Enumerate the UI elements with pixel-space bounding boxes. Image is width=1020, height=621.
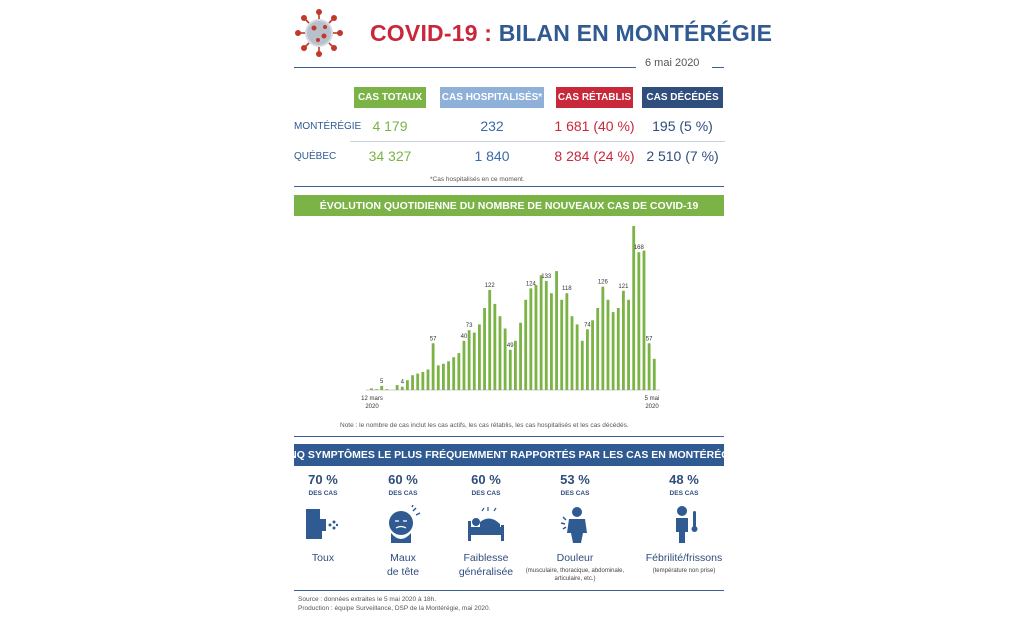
symptom-label: Maux <box>390 552 416 564</box>
chart-bar <box>488 290 491 390</box>
chart-data-label: 4 <box>400 379 404 386</box>
headache-icon <box>383 505 423 545</box>
symptom-label: Toux <box>311 552 335 564</box>
chart-bar <box>653 359 656 390</box>
header-cas-totaux: CAS TOTAUX <box>354 87 426 108</box>
monteregie-cas-hospitalises: 232 <box>480 118 504 134</box>
chart-data-label: 168 <box>633 245 644 252</box>
chart-data-label: 57 <box>429 336 437 343</box>
chart-data-label: 74 <box>584 322 591 329</box>
header-cas-hospitalises: CAS HOSPITALISÉS* <box>440 87 544 108</box>
chart-bar <box>478 324 481 390</box>
chart-bar <box>499 316 502 390</box>
chart-data-label: 122 <box>484 282 495 289</box>
chart-bar <box>581 341 584 390</box>
chart-bar <box>519 323 522 390</box>
chart-bar <box>493 304 496 390</box>
cough-icon <box>300 505 340 545</box>
chart-bar <box>514 341 517 390</box>
symptom-des-cas: DES CAS <box>669 490 699 497</box>
chart-data-label: 124 <box>525 281 536 288</box>
chart-bar <box>617 308 620 390</box>
chart-bar <box>529 288 532 390</box>
symptom-des-cas: DES CAS <box>560 490 590 497</box>
chart-bar <box>416 374 419 390</box>
chart-bottom-rule <box>294 436 724 437</box>
chart-bar <box>555 271 558 390</box>
chart-bar <box>596 308 599 390</box>
monteregie-cas-retablis: 1 681 (40 %) <box>554 118 635 134</box>
chart-data-label: 118 <box>562 286 572 293</box>
symptoms-banner: CINQ SYMPTÔMES LE PLUS FRÉQUEMMENT RAPPORTÉS PAR LES CAS EN MONTÉRÉGIE <box>294 444 724 466</box>
chart-data-label: 57 <box>645 336 653 343</box>
hospitalized-footnote: *Cas hospitalisés en ce moment. <box>430 176 525 183</box>
chart-bar <box>504 329 507 391</box>
title-bilan: BILAN EN MONTÉRÉGIE <box>498 20 773 46</box>
row-separator <box>350 141 725 142</box>
chart-bar <box>560 300 563 390</box>
chart-bar <box>452 357 455 390</box>
symptom-label-line2: généralisée <box>458 566 514 578</box>
symptom-label: Douleur <box>556 552 594 564</box>
chart-bar <box>432 343 435 390</box>
header-rule-right <box>712 67 724 68</box>
chart-banner: ÉVOLUTION QUOTIDIENNE DU NOMBRE DE NOUVEAUX CAS DE COVID-19 <box>294 195 724 216</box>
fever-icon <box>664 505 704 545</box>
header-cas-retablis: CAS RÉTABLIS <box>556 87 633 108</box>
quebec-cas-totaux: 34 327 <box>368 148 412 164</box>
chart-bar <box>401 387 404 390</box>
coronavirus-icon <box>294 8 344 58</box>
x-start-year: 2020 <box>365 404 379 410</box>
symptom-percent: 60 % <box>471 472 501 487</box>
chart-bar <box>535 285 538 390</box>
chart-bar <box>540 275 543 390</box>
x-start-label: 12 mars <box>361 396 383 402</box>
chart-data-label: 133 <box>541 273 552 280</box>
symptom-percent: 60 % <box>388 472 418 487</box>
header-rule <box>294 67 636 68</box>
chart-bar <box>427 370 430 391</box>
chart-bar <box>473 333 476 390</box>
chart-bar <box>406 380 409 390</box>
chart-bar <box>571 316 574 390</box>
chart-bar <box>601 287 604 390</box>
source-line: Source : données extraites le 5 mai 2020 à 18h. <box>298 596 437 603</box>
quebec-cas-retablis: 8 284 (24 %) <box>554 148 635 164</box>
chart-bar <box>586 329 589 390</box>
chart-bar <box>457 353 460 390</box>
row-label-monteregie: MONTÉRÉGIE <box>294 121 362 132</box>
monteregie-cas-totaux: 4 179 <box>372 118 408 134</box>
chart-bar <box>524 300 527 390</box>
symptom-percent: 48 % <box>669 472 699 487</box>
symptom-label: Fébrilité/frissons <box>645 552 723 564</box>
row-label-quebec: QUÉBEC <box>294 151 337 162</box>
quebec-cas-decedes: 2 510 (7 %) <box>646 148 719 164</box>
chart-bar <box>648 343 651 390</box>
chart-bar <box>442 364 445 390</box>
chart-bar <box>622 291 625 390</box>
chart-bar <box>411 375 414 390</box>
chart-bar <box>483 308 486 390</box>
weakness-icon <box>466 505 506 545</box>
symptom-label: Faiblesse <box>463 552 509 564</box>
chart-bar <box>637 252 640 390</box>
chart-bar <box>545 281 548 390</box>
chart-bar <box>612 312 615 390</box>
chart-bar <box>380 386 383 390</box>
title-covid: COVID-19 : <box>370 20 499 46</box>
chart-bar <box>463 341 466 390</box>
chart-bar <box>447 361 450 390</box>
symptom-label-line2: de tête <box>386 566 420 578</box>
header-cas-decedes: CAS DÉCÉDÉS <box>642 87 723 108</box>
chart-bar <box>396 385 399 390</box>
x-end-label: 5 mai <box>644 396 660 402</box>
chart-bar <box>591 320 594 390</box>
chart-bar <box>627 300 630 390</box>
symptom-des-cas: DES CAS <box>308 490 338 497</box>
chart-data-label: 40 <box>460 333 468 340</box>
chart-bar <box>437 365 440 390</box>
quebec-cas-hospitalises: 1 840 <box>474 148 510 164</box>
daily-cases-chart <box>290 218 730 418</box>
chart-data-label: 49 <box>506 342 514 349</box>
chart-bar <box>509 350 512 390</box>
symptom-des-cas: DES CAS <box>388 490 418 497</box>
symptom-percent: 70 % <box>308 472 338 487</box>
chart-bar <box>565 293 568 390</box>
chart-data-label: 121 <box>618 283 629 290</box>
chart-bar <box>607 300 610 390</box>
symptom-des-cas: DES CAS <box>471 490 501 497</box>
chart-bar <box>576 324 579 390</box>
chart-bar <box>421 372 424 390</box>
page-title <box>370 20 772 47</box>
x-end-year: 2020 <box>645 404 659 410</box>
chart-data-label: 126 <box>597 279 608 286</box>
symptom-sublabel: (musculaire, thoracique, abdominale, articulaire, etc.) <box>525 568 625 583</box>
chart-data-label: 5 <box>380 378 384 385</box>
report-date: 6 mai 2020 <box>645 57 700 69</box>
chart-bar <box>643 251 646 390</box>
footer-rule <box>294 590 724 591</box>
monteregie-cas-decedes: 195 (5 %) <box>652 118 713 134</box>
production-line: Production : équipe Surveillance, DSP de la Montérégie, mai 2020. <box>298 605 491 612</box>
pain-icon <box>555 505 595 545</box>
chart-data-label: 73 <box>465 323 473 330</box>
symptom-sublabel: (température non prise) <box>652 568 716 574</box>
chart-bar <box>550 293 553 390</box>
stats-bottom-rule <box>294 186 724 187</box>
chart-bar <box>468 330 471 390</box>
symptom-percent: 53 % <box>560 472 590 487</box>
chart-note: Note : le nombre de cas inclut les cas actifs, les cas rétablis, les cas hospitalisés et les cas décédés. <box>340 422 629 429</box>
